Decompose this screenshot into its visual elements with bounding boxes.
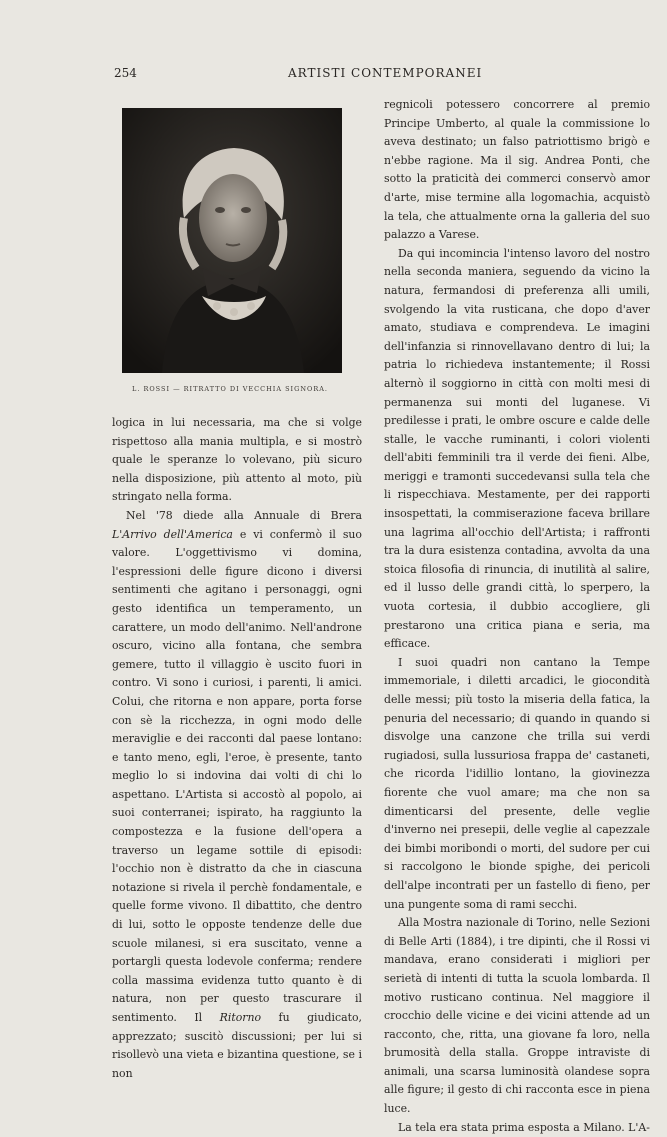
- paragraph: La tela era stata prima esposta a Milano. L'A-: [398, 1120, 650, 1134]
- paragraph: logica in lui necessaria, ma che si volge rispettoso alla mania multipla, e si mostrò quale le speranze lo volevano, più sicuro nella disposizione, più attento al moto, più stringato nella forma.: [112, 416, 362, 504]
- paragraph: Da qui incomincia l'intenso lavoro del nostro nella seconda maniera, seguendo da vicino la natura, fermandosi di preferenza alli umili, svolgendo la vita rusticana, che dopo d'aver amato, studiava e comprendeva. Le imagini dell'infanzia si rinnovellavano dentro di lui; la patria lo richiedeva instantemente; il Rossi alternò il soggiorno in città con molti mesi di permanenza sui monti del luganese. Vi predilesse i prati, le ombre oscure e calde delle stalle, le vacche ruminanti, i colori violenti dell'abiti femminili tra il verde dei fieni. Albe, meriggi e tramonti succedevansi sulla tela che li rispecchiava. Mestamente, per dei rapporti insospettati, la commiserazione faceva brillare una lagrima all'occhio dell'Artista; i raffronti tra la dura esistenza contadina, avvolta da una stoica filosofia di rinuncia, di inutilità al salire, ed il lusso delle grandi città, lo sperpero, la vuota cortesia, il dubbio accogliere, gli prestarono una critica piana e seria, ma efficace.: [384, 246, 650, 651]
- left-column: [112, 414, 362, 1083]
- paragraph: regnicoli potessero concorrere al premio Principe Umberto, al quale la commissione lo aveva destinato; un falso patriottismo brigò e n'ebbe ragione. Ma il sig. Andrea Ponti, che sotto la praticità dei commerci conservò amor d'arte, mise termine alla logomachia, acquistò la tela, che attualmente orna la galleria del suo palazzo a Varese.: [384, 98, 650, 242]
- paragraph: I suoi quadri non cantano la Tempe immemoriale, i diletti arcadici, le giocondità delle messi; più tosto la miseria della fatica, la penuria del necessario; di quando in quando si disvolge una canzone che trilla sui verdi rugiadosi, sulla lussuriosa frappa de' castaneti, che ricorda l'idillio lontano, la giovinezza fiorente che vuol amare; ma che non sa dimenticarsi del presente, delle veglie d'inverno nei presepii, delle veglie al capezzale dei bimbi moribondi o morti, del sudore per cui si raccolgono le bionde spighe, dei pericoli dell'alpe incontrati per un fastello di fieno, per una pungente soma di rami secchi.: [384, 655, 650, 911]
- text-run: Nel '78 diede alla Annuale di Brera: [126, 508, 362, 522]
- text-run: fu giudicato, apprezzato; suscitò discussioni; per lui si risollevò una vieta e bizantina questione, se i non: [112, 1011, 362, 1080]
- paragraph: Alla Mostra nazionale di Torino, nelle Sezioni di Belle Arti (1884), i tre dipinti, che il Rossi vi mandava, erano considerati i migliori per serietà di intenti di tutta la scuola lombarda. Il motivo rusticano continua. Nel maggiore il crocchio delle vicine e dei vicini attende ad un racconto, che, ritta, una giovane fa loro, nella brumosità della stalla. Groppe intraviste di animali, una scarsa luminosità olandese sopra alle figure; il gesto di chi racconta esce in piena luce.: [384, 916, 650, 1116]
- figure-caption: L. ROSSI — RITRATTO DI VECCHIA SIGNORA.: [132, 385, 328, 393]
- running-title: ARTISTI CONTEMPORANEI: [288, 66, 483, 80]
- paragraph: [112, 507, 362, 1083]
- page-number: 254: [114, 66, 137, 80]
- artwork-title: Ritorno: [219, 1011, 262, 1024]
- portrait-image: [122, 108, 342, 373]
- right-column: [384, 96, 650, 1137]
- artwork-title: L'Arrivo dell'America: [112, 527, 233, 541]
- text-run: e vi confermò il suo valore. L'oggettivismo vi domina, l'espressioni delle figure dicono i diversi sentimenti che agitano i personaggi, ogni gesto identifica un temperamento, un carattere, un modo dell'animo. Nell'androne oscuro, vicino alla fontana, che sembra gemere, tutto il villaggio è uscito fuori in contro. Vi sono i curiosi, i parenti, li amici. Colui, che ritorna e non appare, porta forse con sè la ricchezza, in ogni modo delle meraviglie e dei racconti dal paese lontano: e tanto meno, egli, l'eroe, è presente, tanto meglio lo si indovina dai volti di chi lo aspettano. L'Artista si accostò al popolo, ai suoi conterranei; ispirato, ha raggiunto la compostezza e la fusione dell'opera a traverso un legame sottile di episodi: l'occhio non è distratto da che in ciascuna notazione si rivela il perchè fondamentale, e quelle forme vivono. Il dibattito, che dentro di lui, sotto le opposte tendenze delle due scuole milanesi, si era suscitato, venne a portargli questa lodevole conferma; rendere colla massima evidenza tutto quanto è di natura, non per questo trascurare il sentimento. Il: [112, 527, 362, 1024]
